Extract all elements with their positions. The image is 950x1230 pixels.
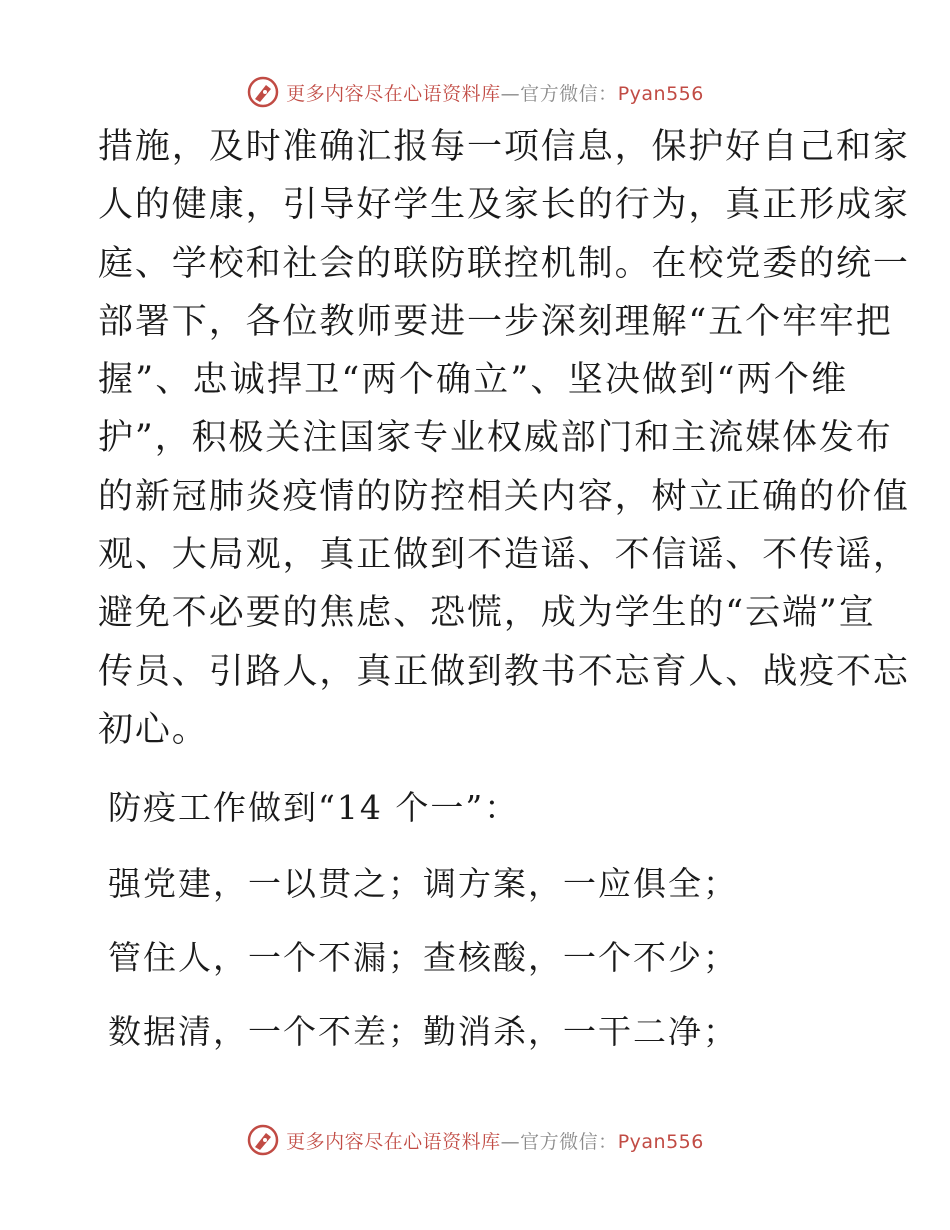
body-paragraph <box>98 118 910 759</box>
paragraph-line: 的新冠肺炎疫情的防控相关内容，树立正确的价值 <box>98 476 910 517</box>
list-item: 管住人，一个不漏；查核酸，一个不少； <box>108 938 738 977</box>
list-item: 数据清，一个不差；勤消杀，一干二净； <box>108 1012 738 1051</box>
paragraph-line: 护”，积极关注国家专业权威部门和主流媒体发布 <box>98 418 893 459</box>
header-watermark <box>0 70 950 114</box>
list-item: 强党建，一以贯之；调方案，一应俱全； <box>108 864 738 903</box>
watermark-text: 更多内容尽在心语资料库—官方微信：Pyan556 <box>286 1130 704 1153</box>
pen-nib-circle-icon <box>246 1123 280 1157</box>
paragraph-line: 握”、忠诚捍卫“两个确立”、坚决做到“两个维 <box>98 360 848 401</box>
paragraph-line: 传员、引路人，真正做到教书不忘育人、战疫不忘 <box>98 651 910 692</box>
footer-watermark <box>0 1118 950 1162</box>
paragraph-line: 避免不必要的焦虑、恐慌，成为学生的“云端”宣 <box>98 593 876 634</box>
paragraph-line: 庭、学校和社会的联防联控机制。在校党委的统一 <box>98 243 910 284</box>
section-heading: 防疫工作做到“14 个一”： <box>108 788 520 827</box>
paragraph-line: 部署下，各位教师要进一步深刻理解“五个牢牢把 <box>98 301 893 342</box>
watermark-text: 更多内容尽在心语资料库—官方微信：Pyan556 <box>286 82 704 105</box>
paragraph-line: 初心。 <box>98 709 209 750</box>
paragraph-line: 措施，及时准确汇报每一项信息，保护好自己和家 <box>98 127 910 167</box>
pen-nib-circle-icon <box>246 75 280 109</box>
paragraph-line: 人的健康，引导好学生及家长的行为，真正形成家 <box>98 185 910 226</box>
paragraph-line: 观、大局观，真正做到不造谣、不信谣、不传谣， <box>98 535 910 576</box>
